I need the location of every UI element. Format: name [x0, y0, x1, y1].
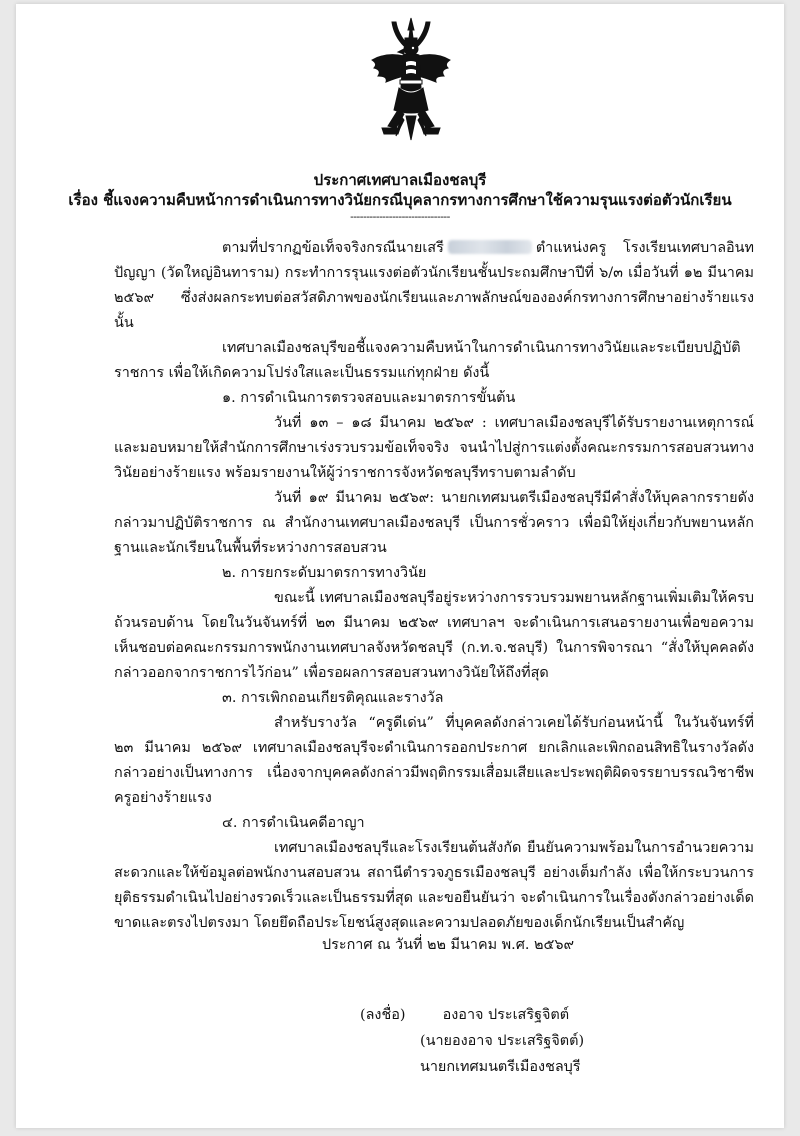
- intro-paragraph-2: เทศบาลเมืองชลบุรีขอชี้แจงความคืบหน้าในการดำเนินการทางวินัยและระเบียบปฏิบัติราชการ เพื่อให้เกิดความโปร่งใสและเป็นธรรมแก่ทุกฝ่าย ดังนี้: [114, 340, 741, 381]
- announcement-date: ประกาศ ณ วันที่ ๒๒ มีนาคม พ.ศ. ๒๕๖๙: [322, 937, 575, 953]
- section-3-heading: ๓. การเพิกถอนเกียรติคุณและรางวัล: [222, 690, 444, 706]
- garuda-emblem-icon: [368, 16, 454, 144]
- printed-name: (นายองอาจ ประเสริฐจิตต์): [420, 1033, 585, 1049]
- section-2-paragraph-1: ขณะนี้ เทศบาลเมืองชลบุรีอยู่ระหว่างการรวบรวมพยานหลักฐานเพิ่มเติมให้ครบถ้วนรอบด้าน โดยในวันจันทร์ที่ ๒๓ มีนาคม ๒๕๖๙ เทศบาลฯ จะดำเนินการเสนอรายงานเพื่อขอความเห็นชอบต่อคณะกรรมการพนักงานเทศบาลจังหวัดชลบุรี (ก.ท.จ.ชลบุรี) ในการพิจารณา “สั่งให้บุคคลดังกล่าวออกจากราชการไว้ก่อน” เพื่อรอผลการสอบสวนทางวินัยให้ถึงที่สุด: [114, 590, 754, 681]
- section-1-paragraph-2: วันที่ ๑๙ มีนาคม ๒๕๖๙: นายกเทศมนตรีเมืองชลบุรีมีคำสั่งให้บุคลากรรายดังกล่าวมาปฏิบัติราชการ ณ สำนักงานเทศบาลเมืองชลบุรี เป็นการชั่วคราว เพื่อมิให้ยุ่งเกี่ยวกับพยานหลักฐานและนักเรียนในพื้นที่ระหว่างการสอบสวน: [114, 490, 754, 556]
- intro-text-before: ตามที่ปรากฏข้อเท็จจริงกรณีนายเสรี: [222, 240, 444, 256]
- announcement-subject: เรื่อง ชี้แจงความคืบหน้าการดำเนินการทางวินัยกรณีบุคลากรทางการศึกษาใช้ความรุนแรงต่อตัวนักเรียน: [68, 191, 732, 209]
- signature-name: องอาจ ประเสริฐจิตต์: [442, 1007, 570, 1023]
- announcement-body: [114, 236, 754, 936]
- document-page: [16, 4, 784, 1128]
- intro-text-after: ตำแหน่งครู โรงเรียนเทศบาลอินทปัญญา (วัดใหญ่อินทาราม) กระทำการรุนแรงต่อตัวนักเรียนชั้นประถมศึกษาปีที่ ๖/๓ เมื่อวันที่ ๑๒ มีนาคม ๒๕๖๙ ซึ่งส่งผลกระทบต่อสวัสดิภาพของนักเรียนและภาพลักษณ์ขององค์กรทางการศึกษาอย่างร้ายแรง นั้น: [114, 240, 754, 331]
- signer-position: นายกเทศมนตรีเมืองชลบุรี: [420, 1059, 581, 1075]
- signed-label: (ลงชื่อ): [360, 1007, 406, 1023]
- section-4-paragraph-1: เทศบาลเมืองชลบุรีและโรงเรียนต้นสังกัด ยืนยันความพร้อมในการอำนวยความสะดวกและให้ข้อมูลต่อพนักงานสอบสวน สถานีตำรวจภูธรเมืองชลบุรี อย่างเต็มกำลัง เพื่อให้กระบวนการยุติธรรมดำเนินไปอย่างรวดเร็วและเป็นธรรมที่สุด และขอยืนยันว่า จะดำเนินการในเรื่องดังกล่าวอย่างเด็ดขาดและตรงไปตรงมา โดยยึดถือประโยชน์สูงสุดและความปลอดภัยของเด็กนักเรียนเป็นสำคัญ: [114, 840, 754, 931]
- section-1-heading: ๑. การดำเนินการตรวจสอบและมาตรการขั้นต้น: [222, 390, 516, 406]
- section-1-paragraph-1: วันที่ ๑๓ – ๑๘ มีนาคม ๒๕๖๙ : เทศบาลเมืองชลบุรีได้รับรายงานเหตุการณ์และมอบหมายให้สำนักการศึกษาเร่งรวบรวมข้อเท็จจริง จนนำไปสู่การแต่งตั้งคณะกรรมการสอบสวนทางวินัยอย่างร้ายแรง พร้อมรายงานให้ผู้ว่าราชการจังหวัดชลบุรีทราบตามลำดับ: [114, 415, 754, 481]
- announcement-title: ประกาศเทศบาลเมืองชลบุรี: [313, 171, 487, 189]
- section-3-paragraph-1: สำหรับรางวัล “ครูดีเด่น” ที่บุคคลดังกล่าวเคยได้รับก่อนหน้านี้ ในวันจันทร์ที่ ๒๓ มีนาคม ๒๕๖๙ เทศบาลเมืองชลบุรีจะดำเนินการออกประกาศ ยกเลิกและเพิกถอนสิทธิในรางวัลดังกล่าวอย่างเป็นทางการ เนื่องจากบุคคลดังกล่าวมีพฤติกรรมเสื่อมเสียและประพฤติผิดจรรยาบรรณวิชาชีพครูอย่างร้ายแรง: [114, 715, 754, 806]
- intro-paragraph: [114, 236, 754, 336]
- redacted-name: [448, 240, 532, 254]
- section-4-heading: ๔. การดำเนินคดีอาญา: [222, 815, 365, 831]
- signature-line: [360, 1004, 569, 1026]
- section-2-heading: ๒. การยกระดับมาตรการทางวินัย: [222, 565, 427, 581]
- title-separator: -------------------------------: [350, 210, 450, 223]
